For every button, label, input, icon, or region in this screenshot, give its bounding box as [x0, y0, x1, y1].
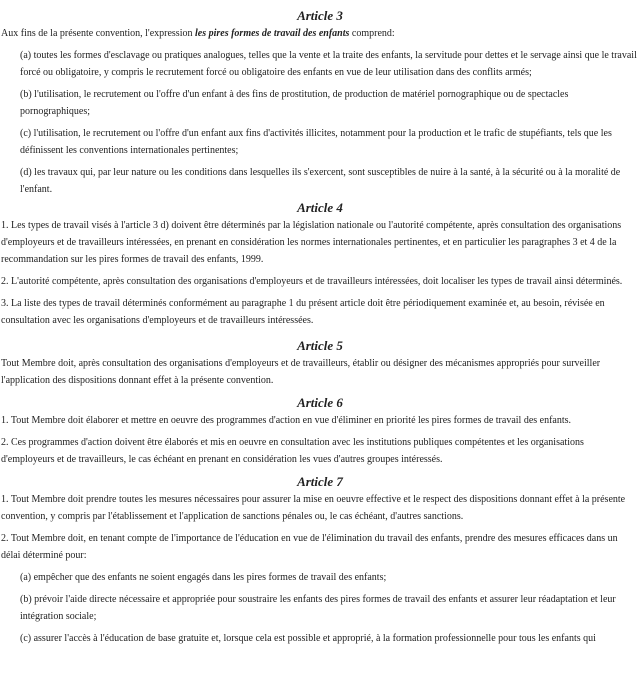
article-4-heading: Article 4 [297, 200, 343, 215]
article-3-item-d: (d) les travaux qui, par leur nature ou les conditions dans lesquelles ils s'exercent, sont susceptibles de nuire à la santé, à la sécurité ou à la moralité de l'enfant. [20, 167, 621, 195]
article-7-item-c: (c) assurer l'accès à l'éducation de base gratuite et, lorsque cela est possible et approprié, à la formation professionnelle pour tous les enfants qui [20, 633, 596, 644]
article-7-item-a: (a) empêcher que des enfants ne soient engagés dans les pires formes de travail des enfants; [20, 572, 387, 583]
article-7-heading: Article 7 [297, 474, 343, 489]
article-6-heading: Article 6 [297, 395, 343, 410]
article-3-item-b: (b) l'utilisation, le recrutement ou l'offre d'un enfant à des fins de prostitution, de production de matériel pornographique ou de spectacles pornographiques; [20, 89, 569, 117]
article-4-section [1, 199, 639, 329]
article-6-paragraph-2: 2. Ces programmes d'action doivent être élaborés et mis en oeuvre en consultation avec les institutions publiques compétentes et les organisations d'employeurs et de travailleurs, le cas échéant en prenant en considération les vues d'autres groupes intéressés. [1, 437, 584, 465]
article-5-paragraph-1: Tout Membre doit, après consultation des organisations d'employeurs et de travailleurs, établir ou désigner des mécanismes appropriés pour surveiller l'application des dispositions donnant effet à la présente convention. [1, 358, 601, 386]
article-3-intro-before: Aux fins de la présente convention, l'expression [1, 28, 195, 39]
article-7-paragraph-1: 1. Tout Membre doit prendre toutes les mesures nécessaires pour assurer la mise en oeuvre effective et le respect des dispositions donnant effet à la présente convention, y compris par l'établissement et l'application de sanctions pénales ou, le cas échéant, d'autres sanctions. [1, 494, 626, 522]
article-3-intro-after: comprend: [349, 28, 395, 39]
article-7-paragraph-2: 2. Tout Membre doit, en tenant compte de l'importance de l'éducation en vue de l'élimination du travail des enfants, prendre des mesures efficaces dans un délai déterminé pour: [1, 533, 618, 561]
article-5-section [1, 337, 639, 389]
article-6-paragraph-1: 1. Tout Membre doit élaborer et mettre en oeuvre des programmes d'action en vue d'éliminer en priorité les pires formes de travail des enfants. [1, 415, 572, 426]
article-4-paragraph-1: 1. Les types de travail visés à l'article 3 d) doivent être déterminés par la législation nationale ou l'autorité compétente, après consultation des organisations d'employeurs et de travailleurs intéressées, en prenant en considération les normes internationales pertinentes, et en particulier les paragraphes 3 et 4 de la recommandation sur les pires formes de travail des enfants, 1999. [1, 220, 622, 265]
article-3-intro [1, 25, 639, 42]
article-4-paragraph-2: 2. L'autorité compétente, après consultation des organisations d'employeurs et de travailleurs intéressées, doit localiser les types de travail ainsi déterminés. [1, 276, 623, 287]
article-7-section [1, 473, 639, 647]
article-6-section [1, 394, 639, 468]
article-3-section [1, 7, 639, 198]
article-4-paragraph-3: 3. La liste des types de travail déterminés conformément au paragraphe 1 du présent article doit être périodiquement examinée et, au besoin, révisée en consultation avec les organisations d'employeurs et de travailleurs intéressées. [1, 298, 605, 326]
article-3-item-a: (a) toutes les formes d'esclavage ou pratiques analogues, telles que la vente et la traite des enfants, la servitude pour dettes et le servage ainsi que le travail forcé ou obligatoire, y compris le recrutement forcé ou obligatoire des enfants en vue de leur utilisation dans des conflits armés; [20, 50, 637, 78]
article-3-item-c: (c) l'utilisation, le recrutement ou l'offre d'un enfant aux fins d'activités illicites, notamment pour la production et le trafic de stupéfiants, tels que les définissent les conventions internationales pertinentes; [20, 128, 612, 156]
article-3-heading: Article 3 [297, 8, 343, 23]
article-5-heading: Article 5 [297, 338, 343, 353]
article-7-item-b: (b) prévoir l'aide directe nécessaire et appropriée pour soustraire les enfants des pires formes de travail des enfants et assurer leur réadaptation et leur intégration sociale; [20, 594, 616, 622]
article-3-intro-term: les pires formes de travail des enfants [194, 28, 350, 39]
